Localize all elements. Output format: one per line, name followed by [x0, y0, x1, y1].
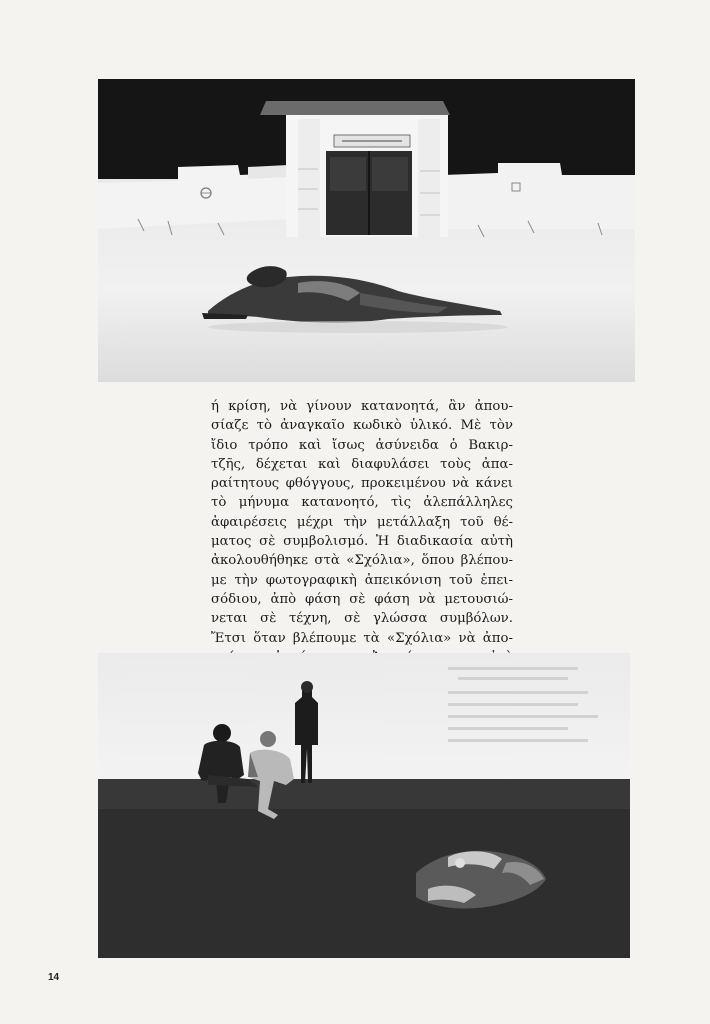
article-line: ἀκολουθήθηκε στὰ «Σχόλια», ὅπου βλέπου-: [211, 553, 513, 569]
painting-seated-figures-dark-ground: [98, 653, 630, 958]
article-line: ἀφαιρέσεις μέχρι τὴν μετάλλαξη τοῦ θέ-: [211, 514, 513, 530]
article-line: σίαζε τὸ ἀναγκαῖο κωδικὸ ὑλικό. Μὲ τὸν: [211, 418, 513, 434]
article-line: ραίτητους φθόγγους, προκειμένου νὰ κάνει: [211, 476, 513, 492]
article-line: ματος σὲ συμβολισμό. Ἡ διαδικασία αὐτὴ: [211, 534, 513, 550]
article-line: τζῆς, δέχεται καὶ διαφυλάσει τοὺς ἀπα-: [211, 456, 513, 472]
painting-gate-with-lying-figure: [98, 79, 635, 382]
article-line: με τὴν φωτογραφικὴ ἀπεικόνιση τοῦ ἐπει-: [211, 572, 513, 588]
article-line: ή κρίση, νὰ γίνουν κατανοητά, ἂν ἀπου-: [211, 399, 513, 414]
article-line: τὸ μήνυμα κατανοητό, τὶς ἀλεπάλληλες: [211, 495, 513, 511]
page-number: 14: [48, 972, 60, 983]
figures-painting-graphic: [98, 653, 630, 958]
article-text: [211, 397, 513, 686]
article-line: ἴδιο τρόπο καὶ ἴσως ἀσύνειδα ὁ Βακιρ-: [211, 437, 513, 453]
article-line: σόδιου, ἀπὸ φάση σὲ φάση νὰ μετουσιώ-: [211, 591, 513, 607]
article-line: Ἔτσι ὅταν βλέπουμε τὰ «Σχόλια» νὰ ἀπο-: [211, 630, 513, 646]
article-line: νεται σὲ τέχνη, σὲ γλώσσα συμβόλων.: [211, 611, 513, 627]
gate-painting-graphic: [98, 79, 635, 382]
